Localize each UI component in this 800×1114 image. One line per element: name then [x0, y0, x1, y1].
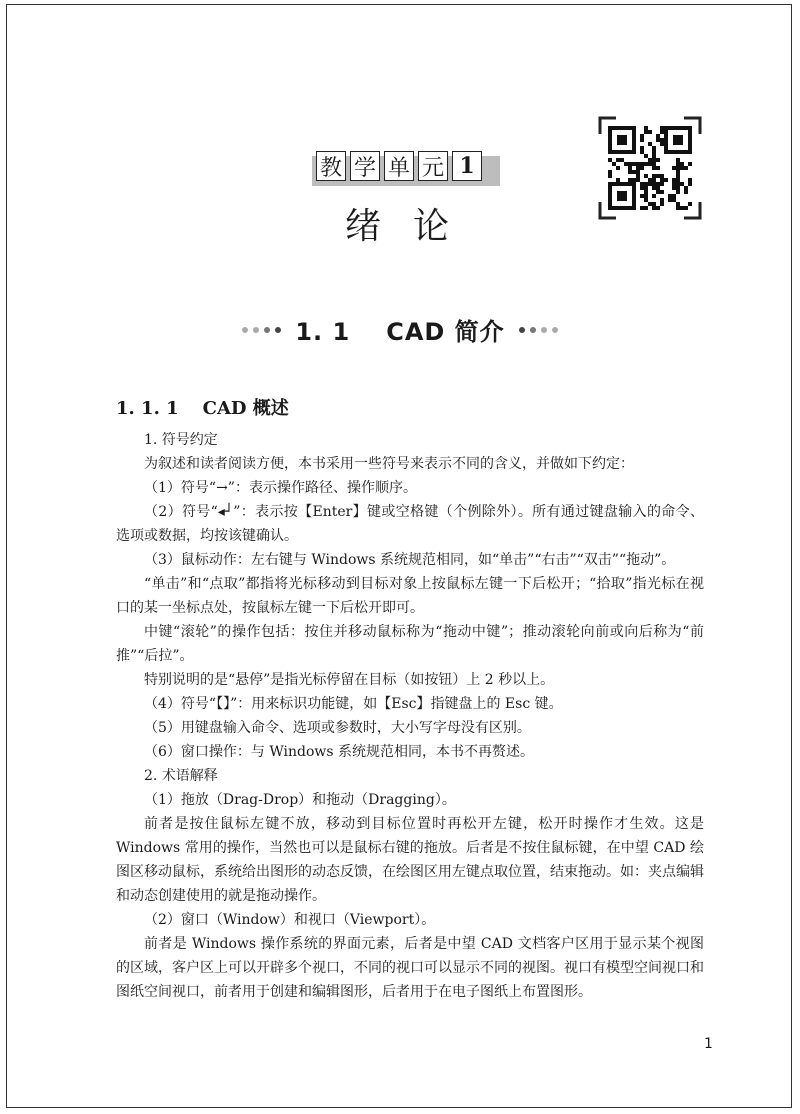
subsection-heading [116, 394, 289, 420]
body-text [116, 428, 704, 1004]
paragraph: 中键“滚轮”的操作包括：按住并移动鼠标称为“拖动中键”；推动滚轮向前或向后称为“前推”“后拉”。 [116, 624, 704, 664]
paragraph: 特别说明的是“悬停”是指光标停留在目标（如按钮）上 2 秒以上。 [144, 672, 555, 688]
unit-number: 1 [452, 151, 482, 181]
paragraph: （1）拖放（Drag-Drop）和拖动（Dragging）。 [144, 792, 456, 808]
paragraph: （2）符号“◂┘”：表示按【Enter】键或空格键（个例除外）。所有通过键盘输入的命令、选项或数据，均按该键确认。 [116, 504, 704, 544]
page-number: 1 [704, 1036, 713, 1052]
left-dots-decoration [242, 327, 281, 333]
unit-char: 元 [418, 151, 448, 181]
chapter-title: 绪论 [344, 206, 481, 247]
paragraph: （3）鼠标动作：左右键与 Windows 系统规范相同，如“单击”“右击”“双击”“拖动”。 [144, 552, 676, 568]
qr-code-icon[interactable] [598, 116, 702, 220]
paragraph: 前者是 Windows 操作系统的界面元素，后者是中望 CAD 文档客户区用于显示某个视图的区域，客户区上可以开辟多个视口，不同的视口可以显示不同的视图。视口有模型空间视口和图纸空间视口，前者用于创建和编辑图形，后者用于在电子图纸上布置图形。 [116, 936, 704, 1000]
subsection-title: CAD 概述 [202, 398, 289, 419]
paragraph: 前者是按住鼠标左键不放，移动到目标位置时再松开左键，松开时操作才生效。这是 Windows 常用的操作，当然也可以是鼠标右键的拖放。后者是不按住鼠标键，在中望 CAD 绘图区移动鼠标，系统给出图形的动态反馈，在绘图区用左键点取位置，结束拖动。如：夹点编辑和动态创建使用的就是拖动操作。 [116, 816, 704, 904]
paragraph: 1. 符号约定 [144, 432, 218, 448]
paragraph: （6）窗口操作：与 Windows 系统规范相同，本书不再赘述。 [144, 744, 535, 760]
paragraph: （2）窗口（Window）和视口（Viewport）。 [144, 912, 436, 928]
paragraph: 为叙述和读者阅读方便，本书采用一些符号来表示不同的含义，并做如下约定： [144, 456, 634, 472]
paragraph: 2. 术语解释 [144, 768, 218, 784]
section-title: CAD 简介 [386, 318, 505, 346]
right-dots-decoration [519, 327, 558, 333]
unit-char: 学 [350, 151, 380, 181]
section-heading [0, 312, 800, 347]
paragraph: （5）用键盘输入命令、选项或参数时，大小写字母没有区别。 [144, 720, 531, 736]
subsection-number: 1. 1. 1 [116, 398, 179, 419]
section-number: 1. 1 [295, 318, 351, 346]
paragraph: （4）符号“【】”：用来标识功能键，如【Esc】指键盘上的 Esc 键。 [144, 696, 563, 712]
unit-label [316, 151, 482, 181]
paragraph: “单击”和“点取”都指将光标移动到目标对象上按鼠标左键一下后松开；“拾取”指光标在视口的某一坐标点处，按鼠标左键一下后松开即可。 [116, 576, 704, 616]
unit-char: 单 [384, 151, 414, 181]
unit-char: 教 [316, 151, 346, 181]
paragraph: （1）符号“→”：表示操作路径、操作顺序。 [144, 480, 417, 496]
